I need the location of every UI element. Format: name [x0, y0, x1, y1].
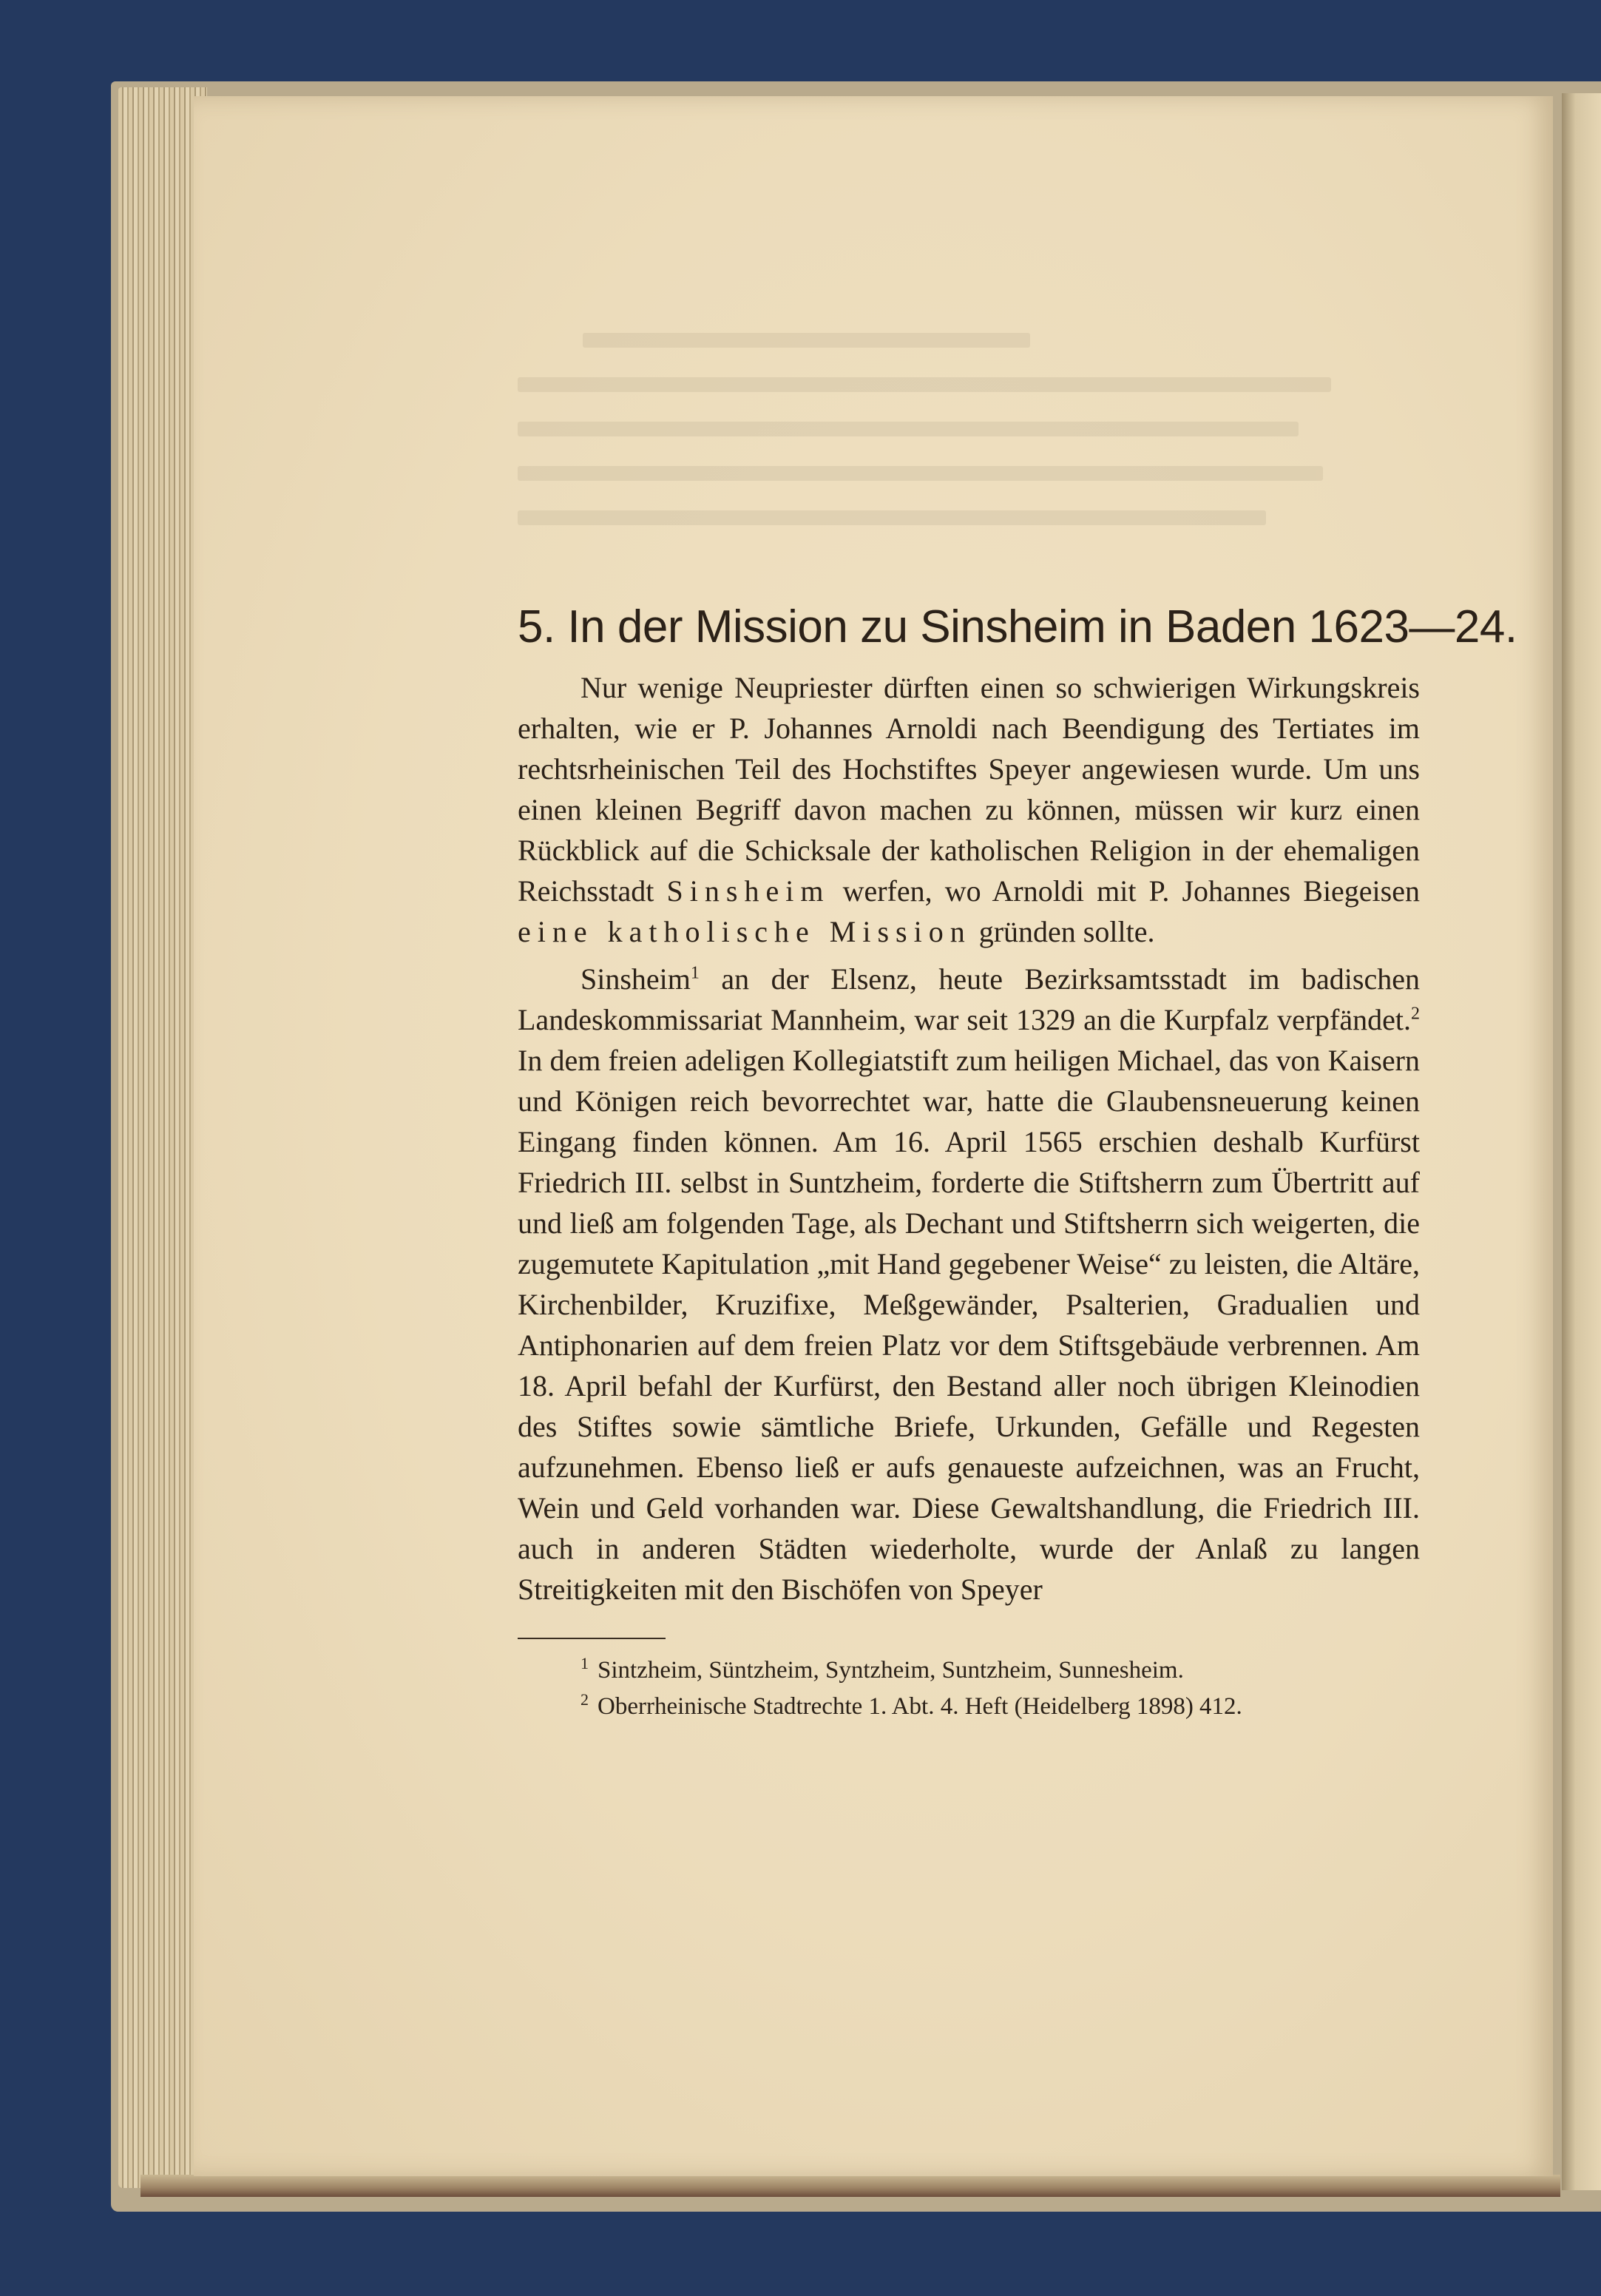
footnote-1-mark: 1	[581, 1654, 589, 1672]
paragraph-1-text-c: gründen sollte.	[978, 915, 1155, 948]
footnote-rule	[518, 1638, 666, 1639]
paragraph-1-text-b: werfen, wo Arnoldi mit P. Johannes Biegeisen	[842, 874, 1420, 908]
next-page-edge	[1562, 93, 1601, 2190]
text-block	[518, 598, 1517, 1725]
footnote-1-text: Sintzheim, Süntzheim, Syntzheim, Suntzheim, Sunnesheim.	[598, 1657, 1184, 1684]
footnote-2-mark: 2	[581, 1690, 589, 1709]
spaced-word-sinsheim: Sinsheim	[666, 874, 830, 908]
footnote-2-text: Oberrheinische Stadtrechte 1. Abt. 4. Heft (Heidelberg 1898) 412.	[598, 1693, 1242, 1720]
spaced-phrase-mission: eine katholische Mission	[518, 915, 972, 948]
book-bottom-edge	[141, 2175, 1560, 2197]
paragraph-2-text-b: an der Elsenz, heute Bezirksamtsstadt im badischen Landeskommissariat Mannheim, war seit 1329 an die Kurpfalz verpfändet.	[518, 962, 1420, 1036]
paragraph-2-text-a: Sinsheim	[581, 962, 691, 996]
footnote-1	[518, 1652, 1420, 1689]
footnote-ref-1: 1	[690, 963, 700, 983]
paragraph-1	[518, 667, 1420, 952]
paragraph-2-text-c: In dem freien adeligen Kollegiatstift zum heiligen Michael, das von Kaisern und Königen reich bevorrechtet war, hatte die Glaubensneuerung keinen Eingang finden können. Am 16. April 1565 erschien deshalb Kurfürst Friedrich III. selbst in Suntzheim, forderte die Stiftsherrn zum Übertritt auf und ließ am folgenden Tage, als Dechant und Stiftsherrn sich weigerten, die zugemutete Kapitulation „mit Hand gegebener Weise“ zu leisten, die Altäre, Kirchenbilder, Kruzifixe, Meßgewänder, Psalterien, Gradualien und Antiphonarien auf dem freien Platz vor dem Stiftsgebäude verbrennen. Am 18. April befahl der Kurfürst, den Bestand aller noch übrigen Kleinodien des Stiftes sowie sämtliche Briefe, Urkunden, Gefälle und Regesten aufzunehmen. Ebenso ließ er aufs genaueste aufzeichnen, was an Frucht, Wein und Geld vorhanden war. Diese Gewaltshandlung, die Friedrich III. auch in anderen Städten wiederholte, wurde der Anlaß zu langen Streitigkeiten mit den Bischöfen von Speyer	[518, 1044, 1420, 1606]
footnote-ref-2: 2	[1411, 1004, 1420, 1024]
footnote-2	[518, 1689, 1420, 1725]
paragraph-1-text-a: Nur wenige Neupriester dürften einen so schwierigen Wirkungskreis erhalten, wie er P. Johannes Arnoldi nach Beendigung des Tertiates im rechtsrheinischen Teil des Hochstiftes Speyer angewiesen wurde. Um uns einen kleinen Begriff davon machen zu können, müssen wir kurz einen Rückblick auf die Schicksale der katholischen Religion in der ehemaligen Reichsstadt	[518, 671, 1420, 908]
section-heading: 5. In der Mission zu Sinsheim in Baden 1623—24.	[518, 601, 1517, 652]
show-through-shadow	[518, 333, 1331, 570]
paragraph-2	[518, 959, 1420, 1610]
